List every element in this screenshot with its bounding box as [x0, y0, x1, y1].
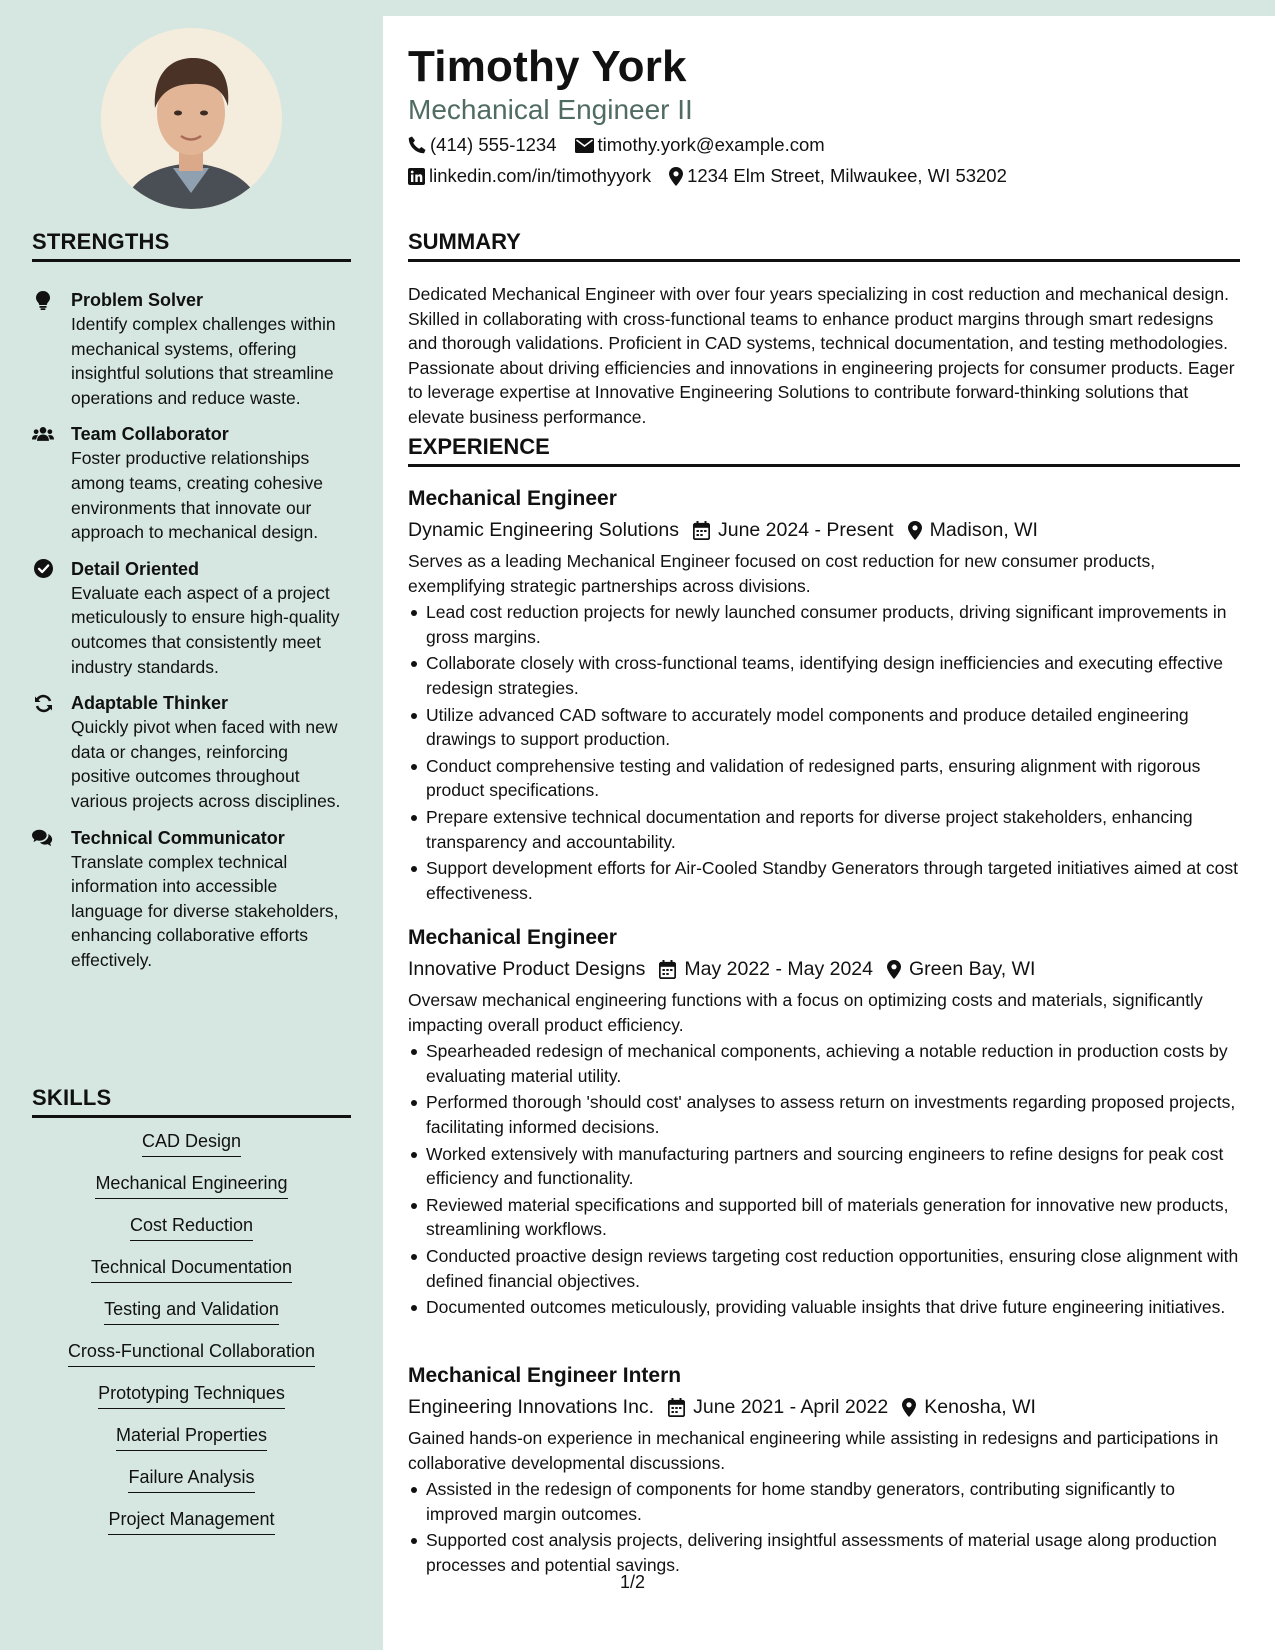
- address-text: 1234 Elm Street, Milwaukee, WI 53202: [687, 165, 1007, 186]
- experience-heading: EXPERIENCE: [408, 434, 1240, 467]
- map-pin-icon: [902, 1398, 916, 1417]
- map-pin-icon: [669, 167, 683, 186]
- job-meta: [408, 515, 1240, 545]
- job-company: Innovative Product Designs: [408, 958, 646, 980]
- avatar: [101, 28, 282, 209]
- phone-icon: [408, 136, 426, 154]
- skill-item: Cost Reduction: [130, 1212, 253, 1241]
- refresh-icon: [32, 693, 54, 713]
- skill-item: Technical Documentation: [91, 1254, 292, 1283]
- candidate-title: Mechanical Engineer II: [408, 94, 693, 125]
- strength-desc: Translate complex technical information into accessible language for diverse stakeholders, enhancing collaborative efforts effectively.: [71, 851, 339, 970]
- job-bullets: [408, 1477, 1240, 1577]
- skill-item: Prototyping Techniques: [98, 1380, 285, 1409]
- strengths-heading: STRENGTHS: [32, 229, 351, 262]
- calendar-icon: [693, 521, 710, 540]
- contact-row-1: [408, 134, 825, 156]
- bullet-item: Assisted in the redesign of components for home standby generators, contributing significantly to improved margin outcomes.: [408, 1477, 1240, 1526]
- job-role: Mechanical Engineer: [408, 926, 617, 949]
- bullet-item: Conduct comprehensive testing and validation of redesigned parts, ensuring alignment with rigorous product specifications.: [408, 754, 1240, 803]
- job-meta: [408, 1392, 1240, 1422]
- skills-heading: SKILLS: [32, 1085, 351, 1118]
- strength-item: [32, 557, 351, 679]
- bullet-item: Utilize advanced CAD software to accurately model components and produce detailed engineering drawings to support production.: [408, 703, 1240, 752]
- job-dates: May 2022 - May 2024: [684, 958, 873, 980]
- job-role: Mechanical Engineer: [408, 487, 617, 510]
- job-company: Dynamic Engineering Solutions: [408, 519, 679, 541]
- strength-title: Team Collaborator: [71, 424, 229, 445]
- skill-item: CAD Design: [142, 1128, 241, 1157]
- skill-item: Cross-Functional Collaboration: [68, 1338, 315, 1367]
- skills-list: [32, 1128, 351, 1548]
- job-location: Green Bay, WI: [909, 958, 1036, 980]
- job-location: Kenosha, WI: [924, 1396, 1036, 1418]
- job-description: Gained hands-on experience in mechanical engineering while assisting in redesigns and participations in collaborative developmental discussions.: [408, 1428, 1219, 1473]
- sidebar: [0, 0, 383, 1650]
- strength-desc: Evaluate each aspect of a project meticulously to ensure high-quality outcomes that consistently meet industry standards.: [71, 582, 340, 677]
- bullet-item: Lead cost reduction projects for newly launched consumer products, driving significant improvements in gross margins.: [408, 600, 1240, 649]
- job-description: Serves as a leading Mechanical Engineer focused on cost reduction for new consumer products, exemplifying strategic partnerships across divisions.: [408, 551, 1156, 596]
- bullet-item: Support development efforts for Air-Cooled Standby Generators through targeted initiatives aimed at cost effectiveness.: [408, 856, 1240, 905]
- summary-heading: SUMMARY: [408, 229, 1240, 262]
- candidate-name: Timothy York: [408, 42, 687, 91]
- skill-item: Testing and Validation: [104, 1296, 279, 1325]
- strength-item: [32, 826, 351, 973]
- page-number: 1/2: [620, 1572, 646, 1592]
- skill-item: Material Properties: [116, 1422, 267, 1451]
- calendar-icon: [659, 960, 676, 979]
- map-pin-icon: [887, 960, 901, 979]
- bullet-item: Reviewed material specifications and supported bill of materials generation for innovative new products, streamlining workflows.: [408, 1193, 1240, 1242]
- experience-entry: [408, 1362, 1240, 1580]
- profile-photo: [101, 28, 282, 209]
- skill-item: Failure Analysis: [128, 1464, 254, 1493]
- strengths-list: [32, 288, 351, 984]
- job-role: Mechanical Engineer Intern: [408, 1364, 682, 1387]
- users-icon: [32, 424, 54, 444]
- strength-desc: Foster productive relationships among teams, creating cohesive environments that innovate our approach to mechanical design.: [71, 448, 323, 543]
- job-bullets: [408, 600, 1240, 905]
- linkedin-icon: [408, 168, 425, 185]
- job-location: Madison, WI: [929, 519, 1038, 541]
- envelope-icon: [575, 138, 594, 153]
- bullet-item: Collaborate closely with cross-functional teams, identifying design inefficiencies and executing effective redesign strategies.: [408, 651, 1240, 700]
- bullet-item: Performed thorough 'should cost' analyses to assess return on investments regarding proposed projects, facilitating informed decisions.: [408, 1090, 1240, 1139]
- bullet-item: Documented outcomes meticulously, providing valuable insights that drive future engineering initiatives.: [408, 1295, 1240, 1320]
- experience-entry: [408, 924, 1240, 1322]
- skill-item: Project Management: [108, 1506, 274, 1535]
- strength-title: Problem Solver: [71, 290, 204, 310]
- bullet-item: Conducted proactive design reviews targeting cost reduction opportunities, ensuring close alignment with defined financial objectives.: [408, 1244, 1240, 1293]
- strength-desc: Quickly pivot when faced with new data or changes, reinforcing positive outcomes throughout various projects across disciplines.: [71, 717, 341, 811]
- check-circle-icon: [32, 559, 54, 579]
- bullet-item: Spearheaded redesign of mechanical components, achieving a notable reduction in production costs by evaluating material utility.: [408, 1039, 1240, 1088]
- strength-title: Detail Oriented: [71, 558, 200, 579]
- contact-row-2: [408, 165, 1007, 187]
- strength-title: Adaptable Thinker: [71, 693, 229, 714]
- email-link[interactable]: timothy.york@example.com: [597, 134, 825, 155]
- job-dates: June 2021 - April 2022: [693, 1396, 889, 1418]
- strength-desc: Identify complex challenges within mechanical systems, offering insightful solutions that streamline operations and reduce waste.: [71, 314, 336, 408]
- bullet-item: Prepare extensive technical documentation and reports for diverse project stakeholders, enhancing transparency and accountability.: [408, 805, 1240, 854]
- summary-text: Dedicated Mechanical Engineer with over four years specializing in cost reduction and mechanical design. Skilled in collaborating with cross-functional teams to enhance product margins through smart redesigns and thorough validations. Proficient in CAD systems, technical documentation, and testing methodologies. Passionate about driving efficiencies and innovations in engineering projects for consumer products. Eager to leverage expertise at Innovative Engineering Solutions to contribute forward-thinking solutions that elevate business performance.: [408, 284, 1235, 427]
- job-description: Oversaw mechanical engineering functions with a focus on optimizing costs and materials, significantly impacting overall product efficiency.: [408, 990, 1203, 1035]
- job-company: Engineering Innovations Inc.: [408, 1396, 655, 1418]
- strength-item: [32, 422, 351, 544]
- calendar-icon: [668, 1398, 685, 1417]
- job-dates: June 2024 - Present: [717, 519, 894, 541]
- skill-item: Mechanical Engineering: [95, 1170, 287, 1199]
- job-meta: [408, 954, 1240, 984]
- lightbulb-icon: [32, 290, 54, 310]
- job-bullets: [408, 1039, 1240, 1320]
- comments-icon: [32, 828, 54, 848]
- strength-title: Technical Communicator: [71, 827, 285, 848]
- phone-text[interactable]: (414) 555-1234: [430, 134, 557, 155]
- linkedin-link[interactable]: linkedin.com/in/timothyyork: [429, 165, 652, 186]
- strength-item: [32, 288, 351, 410]
- bullet-item: Supported cost analysis projects, delivering insightful assessments of material usage along production processes and potential savings.: [408, 1528, 1240, 1577]
- map-pin-icon: [908, 521, 922, 540]
- experience-entry: [408, 485, 1240, 907]
- bullet-item: Worked extensively with manufacturing partners and sourcing engineers to refine designs for peak cost efficiency and functionality.: [408, 1142, 1240, 1191]
- strength-item: [32, 691, 351, 813]
